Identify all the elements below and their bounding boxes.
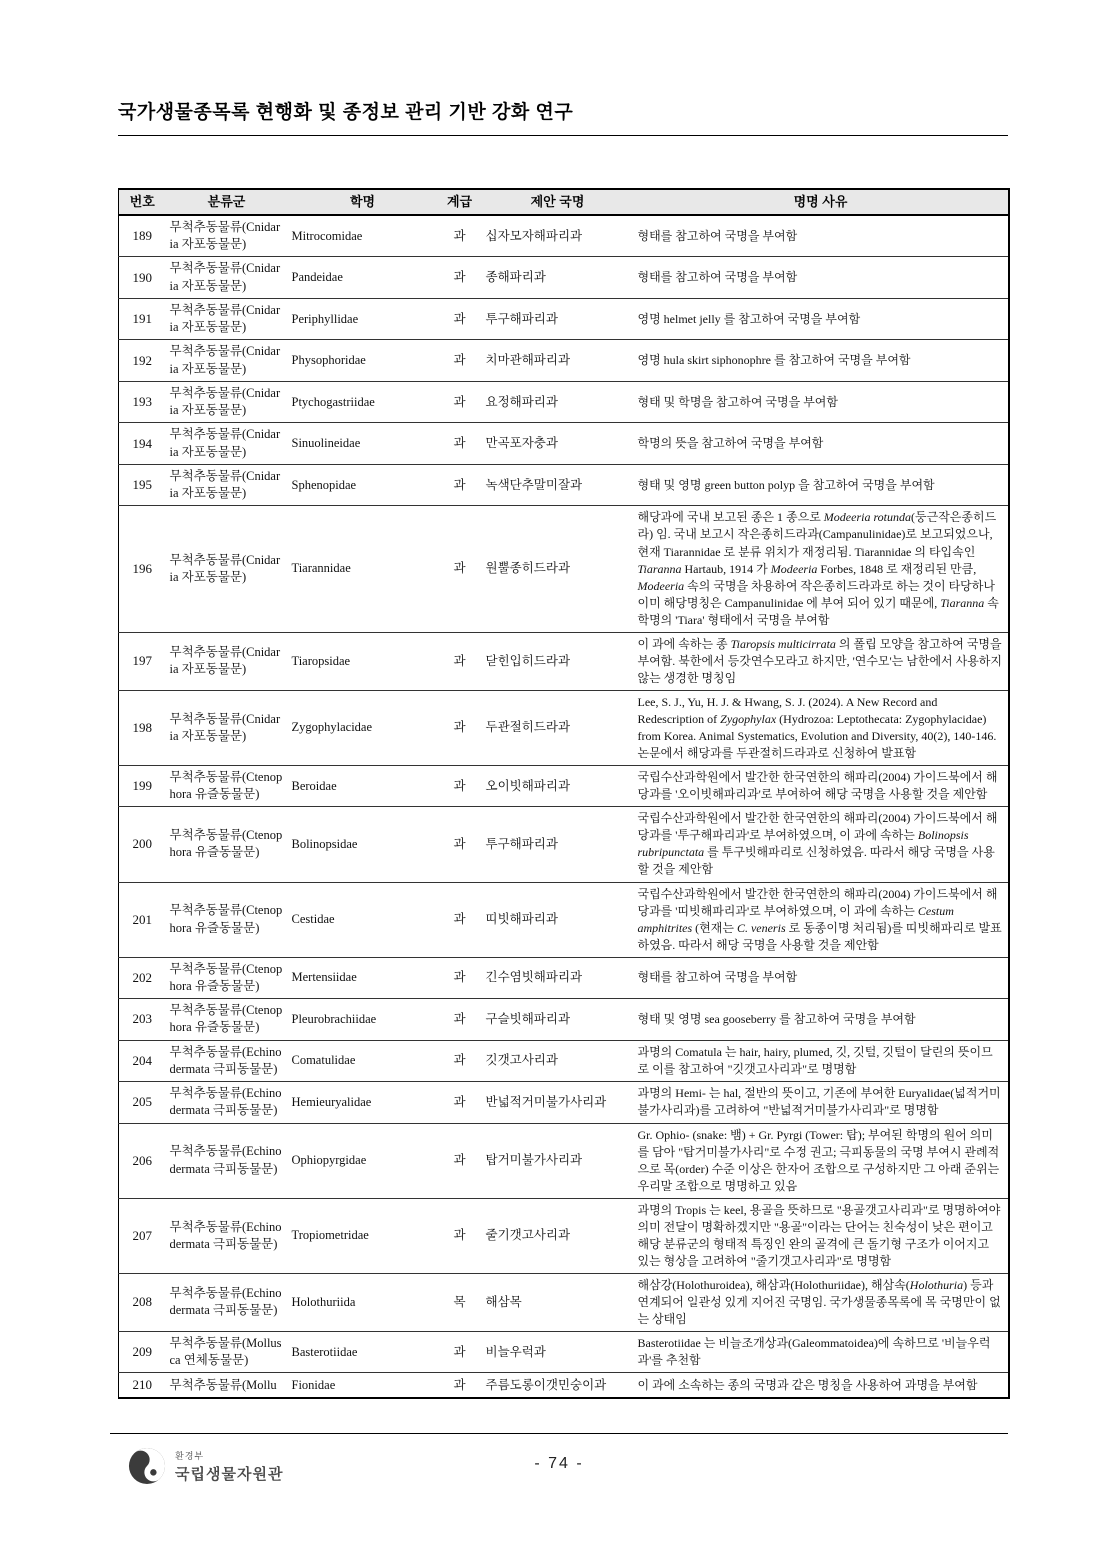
scientific-name-cell: Tropiometridae (288, 1198, 438, 1273)
column-header-4: 제안 국명 (482, 189, 634, 215)
ministry-name: 환경부 (175, 1450, 205, 1461)
naming-reason-cell: 형태를 참고하여 국명을 부여함 (634, 257, 1009, 299)
row-number-cell: 191 (119, 298, 166, 340)
korean-name-cell: 치마관해파리과 (482, 340, 634, 382)
table-row (119, 1331, 1009, 1373)
taxon-group-cell: 무척추동물류(Echinodermata 극피동물문) (166, 1082, 288, 1124)
naming-reason-cell: 국립수산과학원에서 발간한 한국연한의 해파리(2004) 가이드북에서 해당과를 '오이빗해파리과'로 부여하여 해당 국명을 사용할 것을 제안함 (634, 765, 1009, 807)
naming-reason-cell: 영명 helmet jelly 를 참고하여 국명을 부여함 (634, 298, 1009, 340)
table-row (119, 464, 1009, 506)
korean-name-cell: 요정해파리과 (482, 381, 634, 423)
naming-reason-cell: 형태 및 영명 sea gooseberry 를 참고하여 국명을 부여함 (634, 999, 1009, 1041)
rank-cell: 과 (438, 765, 482, 807)
rank-cell: 과 (438, 257, 482, 299)
scientific-name-cell: Ophiopyrgidae (288, 1123, 438, 1198)
naming-reason-cell: 과명의 Tropis 는 keel, 용골을 뜻하므로 "용골갯고사리과"로 명명하여야 의미 전달이 명확하겠지만 "용골"이라는 단어는 친숙성이 낮은 편이고 해당 분류군의 형태적 특징인 완의 골격에 큰 돌기형 구조가 이어지고 있는 형상을 고려하여 "줄기갯고사리과"로 명명함 (634, 1198, 1009, 1273)
row-number-cell: 194 (119, 423, 166, 465)
korean-name-cell: 원뿔종히드라과 (482, 506, 634, 632)
korean-name-cell: 주름도롱이갯민숭이과 (482, 1373, 634, 1398)
scientific-name-cell: Periphyllidae (288, 298, 438, 340)
column-header-2: 학명 (288, 189, 438, 215)
korean-name-cell: 줄기갯고사리과 (482, 1198, 634, 1273)
institute-name: 국립생물자원관 (175, 1465, 284, 1483)
table-row (119, 1373, 1009, 1398)
scientific-name-cell: Physophoridae (288, 340, 438, 382)
rank-cell: 과 (438, 807, 482, 882)
row-number-cell: 200 (119, 807, 166, 882)
table-row (119, 882, 1009, 957)
korean-name-cell: 반넓적거미불가사리과 (482, 1082, 634, 1124)
row-number-cell: 193 (119, 381, 166, 423)
rank-cell: 과 (438, 1040, 482, 1082)
taxon-group-cell: 무척추동물류(Cnidaria 자포동물문) (166, 632, 288, 690)
scientific-name-cell: Holothuriida (288, 1273, 438, 1331)
rank-cell: 과 (438, 1373, 482, 1398)
korean-name-cell: 오이빗해파리과 (482, 765, 634, 807)
row-number-cell: 206 (119, 1123, 166, 1198)
scientific-name-cell: Mitrocomidae (291, 228, 363, 243)
table-row (119, 1082, 1009, 1124)
table-row (119, 632, 1009, 690)
korean-name-cell: 탑거미불가사리과 (482, 1123, 634, 1198)
korean-name-cell: 십자모자해파리과 (485, 228, 583, 243)
taxon-group-cell: 무척추동물류(Mollusca 연체동물문) (166, 1331, 288, 1373)
taxon-group-cell: 무척추동물류(Cnidaria 자포동물문) (166, 690, 288, 765)
taxon-group-cell: 무척추동물류(Cnidaria 자포동물문) (166, 464, 288, 506)
page-title: 국가생물종목록 현행화 및 종정보 관리 기반 강화 연구 (118, 102, 574, 123)
row-number-cell: 189 (132, 228, 152, 244)
rank-cell: 과 (438, 464, 482, 506)
rank-cell: 과 (438, 1331, 482, 1373)
scientific-name-cell: Zygophylacidae (288, 690, 438, 765)
scientific-name-cell: Hemieuryalidae (288, 1082, 438, 1124)
scientific-name-cell: Cestidae (288, 882, 438, 957)
row-number-cell: 199 (119, 765, 166, 807)
korean-name-cell: 긴수염빗해파리과 (482, 957, 634, 999)
rank-cell: 과 (438, 506, 482, 632)
taxon-group-cell: 무척추동물류(Cnidaria 자포동물문) (166, 381, 288, 423)
table-row (119, 423, 1009, 465)
table-row (119, 298, 1009, 340)
korean-name-cell: 투구해파리과 (482, 298, 634, 340)
row-number-cell: 208 (119, 1273, 166, 1331)
scientific-name-cell: Basterotiidae (288, 1331, 438, 1373)
table-row (119, 215, 1009, 257)
row-number-cell: 204 (119, 1040, 166, 1082)
korean-name-cell: 닫힌입히드라과 (482, 632, 634, 690)
column-header-5: 명명 사유 (634, 189, 1009, 215)
table-row (119, 807, 1009, 882)
taxon-group-cell: 무척추동물류(Cnidaria 자포동물문) (166, 423, 288, 465)
taxon-group-cell: 무척추동물류(Cnidaria 자포동물문) (166, 298, 288, 340)
footer-divider (110, 1433, 1008, 1434)
row-number-cell: 192 (119, 340, 166, 382)
rank-cell: 과 (438, 340, 482, 382)
row-number-cell: 203 (119, 999, 166, 1041)
scientific-name-cell: Pandeidae (288, 257, 438, 299)
taxon-group-cell: 무척추동물류(Echinodermata 극피동물문) (166, 1040, 288, 1082)
taxon-group-cell: 무척추동물류(Cnidaria 자포동물문) (166, 340, 288, 382)
table-row (119, 381, 1009, 423)
taxon-group-cell: 무척추동물류(Ctenophora 유즐동물문) (166, 999, 288, 1041)
taxon-group-cell: 무척추동물류(Echinodermata 극피동물문) (166, 1123, 288, 1198)
naming-reason-cell: Gr. Ophio- (snake: 뱀) + Gr. Pyrgi (Tower: 탑); 부여된 학명의 원어 의미를 담아 "탑거미불가사리"로 수정 권고; 극피동물의 국명 부여시 관례적으로 목(order) 수준 이상은 한자어 조합으로 구성하지만 그 아래 준위는 우리말 조합으로 명명하고 있음 (634, 1123, 1009, 1198)
scientific-name-cell: Pleurobrachiidae (288, 999, 438, 1041)
taxon-group-cell: 무척추동물류(Echinodermata 극피동물문) (166, 1273, 288, 1331)
korean-name-cell: 구슬빗해파리과 (482, 999, 634, 1041)
row-number-cell: 196 (119, 506, 166, 632)
table-row (119, 340, 1009, 382)
scientific-name-cell: Fionidae (288, 1373, 438, 1398)
table-row (119, 1198, 1009, 1273)
row-number-cell: 205 (119, 1082, 166, 1124)
naming-reason-cell: 형태 및 학명을 참고하여 국명을 부여함 (634, 381, 1009, 423)
rank-cell: 과 (453, 228, 466, 243)
korean-name-cell: 띠빗해파리과 (482, 882, 634, 957)
naming-reason-cell: 학명의 뜻을 참고하여 국명을 부여함 (634, 423, 1009, 465)
species-naming-table (118, 188, 1010, 1399)
row-number-cell: 201 (119, 882, 166, 957)
page-number: - 74 - (534, 1455, 584, 1472)
korean-name-cell: 비늘우럭과 (482, 1331, 634, 1373)
table-row (119, 999, 1009, 1041)
rank-cell: 과 (438, 957, 482, 999)
page-footer (110, 1433, 1008, 1491)
row-number-cell: 202 (119, 957, 166, 999)
scientific-name-cell: Tiarannidae (288, 506, 438, 632)
naming-reason-cell: 해당과에 국내 보고된 종은 1 종으로 Modeeria rotunda(둥근작은종히드라) 임. 국내 보고시 작은종히드라과(Campanulinidae)로 보고되었으나, 현재 Tiarannidae 로 분류 위치가 재정리됨. Tiarannidae 의 타입속인 Tiaranna Hartaub, 1914 가 Modeeria Forbes, 1848 로 재정리된 만큼, Modeeria 속의 국명을 차용하여 작은종히드라과로 하는 것이 타당하나 이미 해당명칭은 Campanulinidae 에 부여 되어 있기 때문에, Tiaranna 속 학명의 'Tiara' 형태에서 국명을 부여함 (634, 506, 1009, 632)
taxon-group-cell: 무척추동물류(Ctenophora 유즐동물문) (166, 807, 288, 882)
rank-cell: 과 (438, 1123, 482, 1198)
rank-cell: 과 (438, 882, 482, 957)
naming-reason-cell: 해삼강(Holothuroidea), 해삼과(Holothuriidae), 해삼속(Holothuria) 등과 연계되어 일관성 있게 지어진 국명임. 국가생물종목록에 목 국명만이 없는 상태임 (634, 1273, 1009, 1331)
naming-reason-cell: Basterotiidae 는 비늘조개상과(Galeommatoidea)에 속하므로 '비늘우럭과'를 추천함 (634, 1331, 1009, 1373)
row-number-cell: 207 (119, 1198, 166, 1273)
table-row (119, 957, 1009, 999)
row-number-cell: 198 (119, 690, 166, 765)
rank-cell: 과 (438, 298, 482, 340)
table-row (119, 1040, 1009, 1082)
row-number-cell: 197 (119, 632, 166, 690)
korean-name-cell: 만곡포자충과 (482, 423, 634, 465)
taxon-group-cell: 무척추동물류(Cnidaria 자포동물문) (169, 219, 281, 252)
column-header-0: 번호 (119, 189, 166, 215)
naming-reason-cell: Lee, S. J., Yu, H. J. & Hwang, S. J. (2024). A New Record and Redescription of Zygophylax (Hydrozoa: Leptothecata: Zygophylacidae) from Korea. Animal Systematics, Evolution and Diversity, 40(2), 140-146. 논문에서 해당과를 두관절히드라과로 신청하여 발표함 (634, 690, 1009, 765)
rank-cell: 과 (438, 999, 482, 1041)
scientific-name-cell: Bolinopsidae (288, 807, 438, 882)
taxon-group-cell: 무척추동물류(Cnidaria 자포동물문) (166, 257, 288, 299)
taxon-group-cell: 무척추동물류(Ctenophora 유즐동물문) (166, 882, 288, 957)
taxon-group-cell: 무척추동물류(Cnidaria 자포동물문) (166, 506, 288, 632)
taxon-group-cell: 무척추동물류(Ctenophora 유즐동물문) (166, 765, 288, 807)
taxon-group-cell: 무척추동물류(Echinodermata 극피동물문) (166, 1198, 288, 1273)
naming-reason-cell: 형태를 참고하여 국명을 부여함 (634, 957, 1009, 999)
naming-reason-cell: 이 과에 소속하는 종의 국명과 같은 명칭을 사용하여 과명을 부여함 (634, 1373, 1009, 1398)
column-header-3: 계급 (438, 189, 482, 215)
table-row (119, 506, 1009, 632)
rank-cell: 과 (438, 423, 482, 465)
scientific-name-cell: Sphenopidae (288, 464, 438, 506)
table-row (119, 1273, 1009, 1331)
row-number-cell: 195 (119, 464, 166, 506)
table-row (119, 1123, 1009, 1198)
row-number-cell: 210 (119, 1373, 166, 1398)
rank-cell: 과 (438, 632, 482, 690)
korean-name-cell: 투구해파리과 (482, 807, 634, 882)
rank-cell: 과 (438, 1198, 482, 1273)
korean-name-cell: 녹색단추말미잘과 (482, 464, 634, 506)
naming-reason-cell: 국립수산과학원에서 발간한 한국연한의 해파리(2004) 가이드북에서 해당과를 '투구해파리과'로 부여하였으며, 이 과에 속하는 Bolinopsis rubripunctata 를 투구빗해파리로 신청하였음. 따라서 해당 국명을 사용할 것을 제안함 (634, 807, 1009, 882)
taxon-group-cell: 무척추동물류(Ctenophora 유즐동물문) (166, 957, 288, 999)
scientific-name-cell: Sinuolineidae (288, 423, 438, 465)
rank-cell: 과 (438, 1082, 482, 1124)
korean-name-cell: 해삼목 (482, 1273, 634, 1331)
row-number-cell: 190 (119, 257, 166, 299)
table-row (119, 765, 1009, 807)
naming-reason-cell: 과명의 Hemi- 는 hal, 절반의 뜻이고, 기존에 부여한 Euryalidae(넓적거미불가사리과)를 고려하여 "반넓적거미불가사리과"로 명명함 (634, 1082, 1009, 1124)
scientific-name-cell: Ptychogastriidae (288, 381, 438, 423)
rank-cell: 과 (438, 381, 482, 423)
taxon-group-cell: 무척추동물류(Mollu (166, 1373, 288, 1398)
column-header-1: 분류군 (166, 189, 288, 215)
scientific-name-cell: Beroidae (288, 765, 438, 807)
naming-reason-cell: 형태를 참고하여 국명을 부여함 (637, 228, 798, 243)
scientific-name-cell: Tiaropsidae (288, 632, 438, 690)
rank-cell: 과 (438, 690, 482, 765)
naming-reason-cell: 영명 hula skirt siphonophre 를 참고하여 국명을 부여함 (634, 340, 1009, 382)
korean-name-cell: 깃갯고사리과 (482, 1040, 634, 1082)
naming-reason-cell: 과명의 Comatula 는 hair, hairy, plumed, 깃, 깃털, 깃털이 달린의 뜻이므로 이를 참고하여 "깃갯고사리과"로 명명함 (634, 1040, 1009, 1082)
korean-name-cell: 종해파리과 (482, 257, 634, 299)
rank-cell: 목 (438, 1273, 482, 1331)
naming-reason-cell: 이 과에 속하는 종 Tiaropsis multicirrata 의 폴립 모양을 참고하여 국명을 부여함. 북한에서 등갓연수모라고 하지만, '연수모'는 남한에서 사용하지 않는 생경한 명칭임 (634, 632, 1009, 690)
scientific-name-cell: Comatulidae (288, 1040, 438, 1082)
title-divider (118, 135, 1008, 136)
naming-reason-cell: 국립수산과학원에서 발간한 한국연한의 해파리(2004) 가이드북에서 해당과를 '띠빗해파리과'로 부여하였으며, 이 과에 속하는 Cestum amphitrites (현재는 C. veneris 로 동종이명 처리됨)를 띠빗해파리로 발표하였음. 따라서 해당 국명을 사용할 것을 제안함 (634, 882, 1009, 957)
table-row (119, 690, 1009, 765)
korean-name-cell: 두관절히드라과 (482, 690, 634, 765)
naming-reason-cell: 형태 및 영명 green button polyp 을 참고하여 국명을 부여함 (634, 464, 1009, 506)
table-row (119, 257, 1009, 299)
row-number-cell: 209 (119, 1331, 166, 1373)
table-header (119, 189, 1009, 215)
scientific-name-cell: Mertensiidae (288, 957, 438, 999)
